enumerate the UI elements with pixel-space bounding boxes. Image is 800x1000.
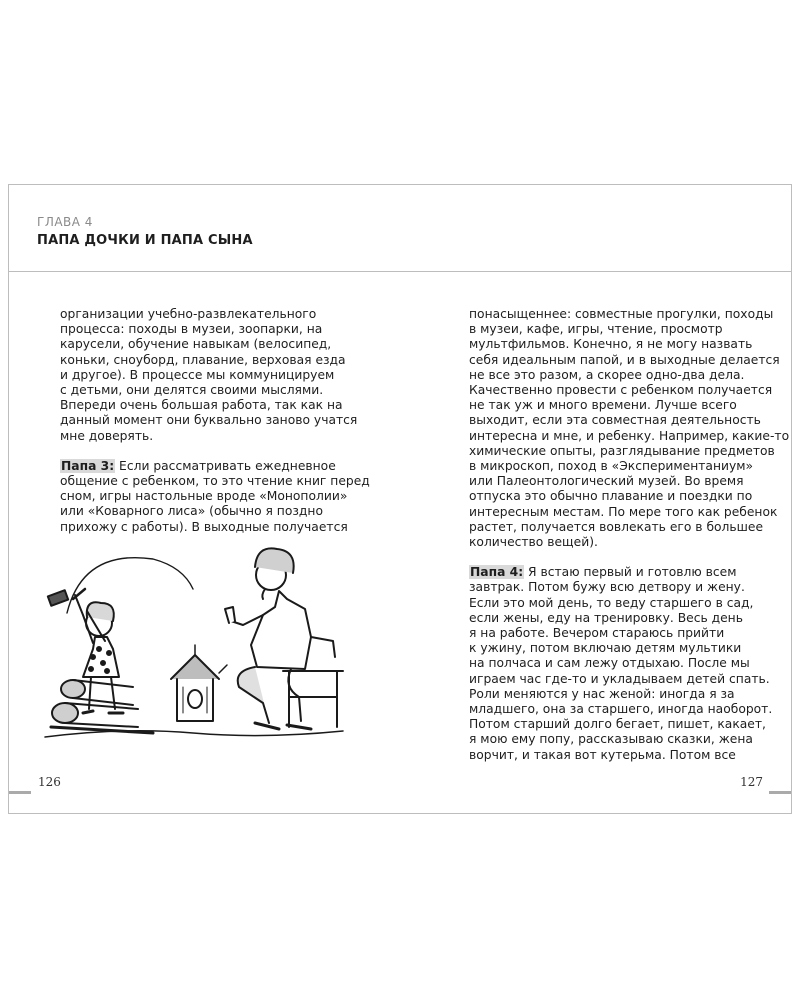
left-paragraph-1: [60, 307, 360, 444]
text-line: завтрак. Потом бужу всю детвору и жену.: [469, 580, 745, 595]
page-number-left: 126: [38, 775, 61, 789]
page-number-right: 127: [740, 775, 763, 789]
text-line: растет, получается вовлекать его в большее: [469, 519, 764, 534]
text-line: Впереди очень большая работа, так как на: [60, 398, 343, 413]
left-column: [60, 307, 370, 535]
text-line: выходит, если эта совместная деятельность: [469, 413, 761, 428]
text-line: интересна и мне, и ребенку. Например, какие-то: [469, 428, 790, 443]
text-line: в микроскоп, поход в «Экспериментаниум»: [469, 459, 754, 474]
text-line: процесса: походы в музеи, зоопарки, на: [60, 322, 323, 337]
text-line: не так уж и много времени. Лучше всего: [469, 398, 737, 413]
chapter-label: ГЛАВА 4: [37, 215, 93, 229]
text-line: не все это разом, а скорее одно-два дела.: [469, 367, 745, 382]
illustration-dads-and-kid: [43, 537, 349, 749]
text-line: Если это мой день, то веду старшего в сад,: [469, 595, 754, 610]
right-paragraph-2: [469, 565, 773, 763]
speaker-label: Папа 3:: [61, 458, 115, 473]
text-line: с детьми, они делятся своими мыслями.: [60, 383, 324, 398]
text-line: ворчит, и такая вот кутерьма. Потом все: [469, 747, 736, 762]
text-line: к ужину, потом включаю детям мультики: [469, 641, 742, 656]
right-paragraph-1: [469, 307, 790, 550]
text-line: Роли меняются у нас женой: иногда я за: [469, 686, 735, 701]
right-column: [469, 307, 790, 763]
speaker-label: Папа 4:: [470, 565, 524, 580]
text-line: в музеи, кафе, игры, чтение, просмотр: [469, 322, 723, 337]
text-line: мне доверять.: [60, 428, 154, 443]
text-line: [60, 459, 360, 474]
text-line: общение с ребенком, то это чтение книг перед: [60, 474, 370, 489]
book-spread: [8, 184, 792, 814]
text-line: коньки, сноуборд, плавание, верховая езда: [60, 352, 346, 367]
text-line: на полчаса и сам лежу отдыхаю. После мы: [469, 656, 750, 671]
text-line: прихожу с работы). В выходные получается: [60, 519, 348, 534]
chapter-title: ПАПА ДОЧКИ И ПАПА СЫНА: [37, 233, 253, 248]
left-paragraph-2: [60, 458, 370, 535]
text-line: играем час где-то и укладываем детей спать.: [469, 671, 770, 686]
text-line: Потом старший долго бегает, пишет, какает,: [469, 717, 766, 732]
text-line: интересным местам. По мере того как ребенок: [469, 504, 778, 519]
text-line: организации учебно-развлекательного: [60, 307, 317, 321]
text-line: или «Коварного лиса» (обычно я поздно: [60, 504, 323, 519]
text-fragment: Я встаю первый и готовлю всем: [524, 565, 737, 580]
footer-rule-left: [9, 791, 31, 794]
header-divider: [9, 271, 791, 272]
text-line: если жены, еду на тренировку. Весь день: [469, 610, 743, 625]
text-line: сном, игры настольные вроде «Монополии»: [60, 489, 348, 504]
text-line: карусели, обучение навыкам (велосипед,: [60, 337, 332, 352]
text-line: количество вещей).: [469, 535, 598, 550]
text-line: я мою ему попу, рассказываю сказки, жена: [469, 732, 753, 747]
text-line: себя идеальным папой, и в выходные делается: [469, 352, 780, 367]
text-line: или Палеонтологический музей. Во время: [469, 474, 744, 489]
text-line: отпуска это обычно плавание и поездки по: [469, 489, 753, 504]
text-line: [469, 565, 769, 580]
text-line: и другое). В процессе мы коммуницируем: [60, 367, 335, 382]
text-line: я на работе. Вечером стараюсь прийти: [469, 626, 725, 641]
text-line: химические опыты, разглядывание предметов: [469, 443, 775, 458]
text-fragment: Если рассматривать ежедневное: [115, 458, 336, 473]
footer-rule-right: [769, 791, 791, 794]
text-line: младшего, она за старшего, иногда наоборот.: [469, 702, 773, 717]
text-line: Качественно провести с ребенком получается: [469, 383, 773, 398]
text-line: понасыщеннее: совместные прогулки, походы: [469, 307, 774, 321]
text-line: данный момент они буквально заново учатся: [60, 413, 358, 428]
text-line: мультфильмов. Конечно, я не могу назвать: [469, 337, 753, 352]
